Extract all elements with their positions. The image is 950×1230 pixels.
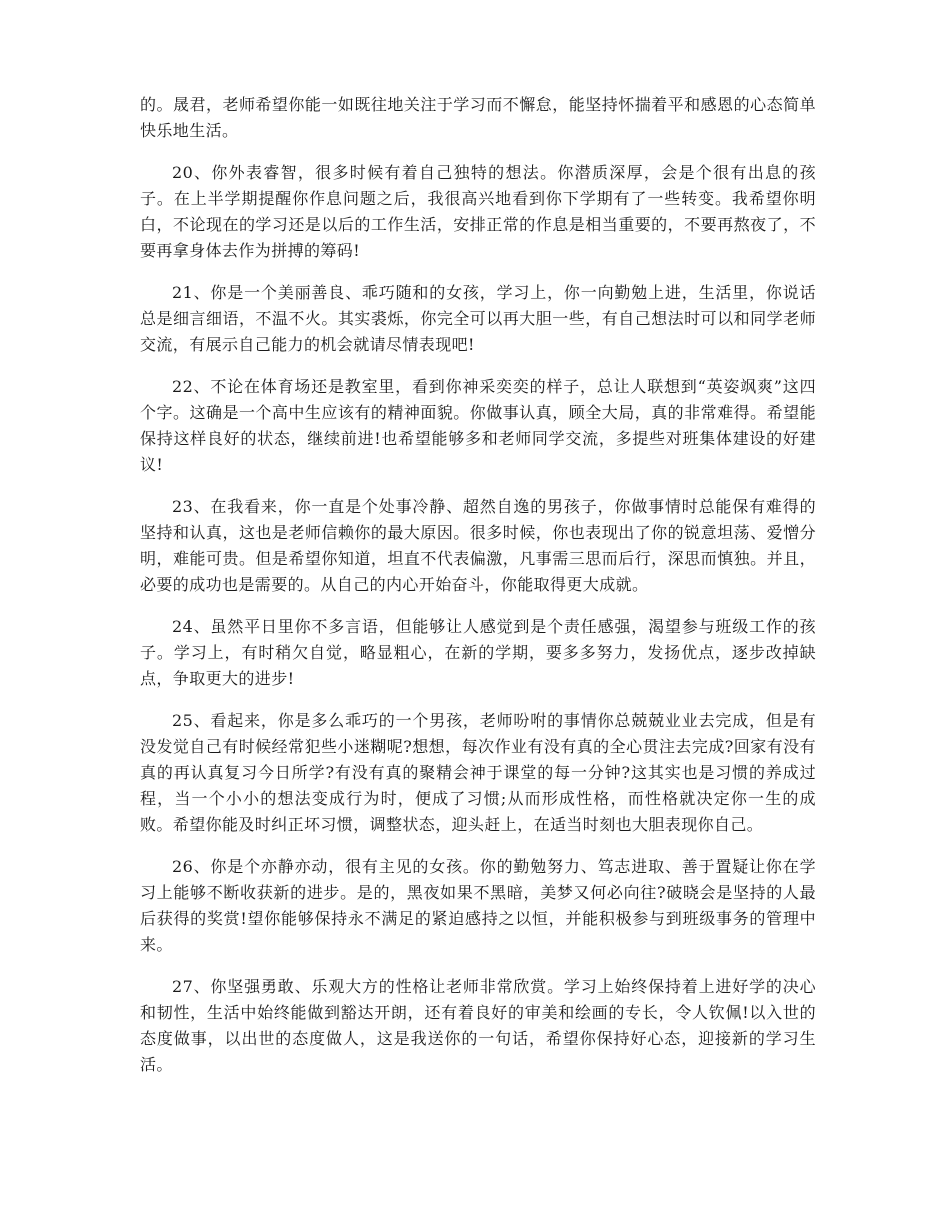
paragraph-comment-21: 21、你是一个美丽善良、乖巧随和的女孩，学习上，你一向勤勉上进，生活里，你说话总是细言细语，不温不火。其实裘烁，你完全可以再大胆一些，有自己想法时可以和同学老师交流，有展示自己能力的机会就请尽情表现吧! <box>140 283 816 354</box>
paragraph-comment-27: 27、你坚强勇敢、乐观大方的性格让老师非常欣赏。学习上始终保持着上进好学的决心和韧性，生活中始终能做到豁达开朗，还有着良好的审美和绘画的专长，令人钦佩!以入世的态度做事，以出世的态度做人，这是我送你的一句话，希望你保持好心态，迎接新的学习生活。 <box>140 977 816 1074</box>
document-page <box>140 92 816 1094</box>
paragraph-continuation: 的。晟君，老师希望你能一如既往地关注于学习而不懈怠，能坚持怀揣着平和感恩的心态简单快乐地生活。 <box>140 95 816 140</box>
paragraph-comment-24: 24、虽然平日里你不多言语，但能够让人感觉到是个责任感强，渴望参与班级工作的孩子。学习上，有时稍欠自觉，略显粗心，在新的学期，要多多努力，发扬优点，逐步改掉缺点，争取更大的进步! <box>140 617 816 688</box>
paragraph-comment-20: 20、你外表睿智，很多时候有着自己独特的想法。你潜质深厚，会是个很有出息的孩子。在上半学期提醒你作息问题之后，我很高兴地看到你下学期有了一些转变。我希望你明白，不论现在的学习还是以后的工作生活，安排正常的作息是相当重要的，不要再熬夜了，不要再拿身体去作为拼搏的筹码! <box>140 163 816 260</box>
paragraph-comment-23: 23、在我看来，你一直是个处事冷静、超然自逸的男孩子，你做事情时总能保有难得的坚持和认真，这也是老师信赖你的最大原因。很多时候，你也表现出了你的锐意坦荡、爱憎分明，难能可贵。但是希望你知道，坦直不代表偏激，凡事需三思而后行，深思而慎独。并且，必要的成功也是需要的。从自己的内心开始奋斗，你能取得更大成就。 <box>140 497 816 594</box>
paragraph-comment-26: 26、你是个亦静亦动，很有主见的女孩。你的勤勉努力、笃志进取、善于置疑让你在学习上能够不断收获新的进步。是的，黑夜如果不黑暗，美梦又何必向往?破晓会是坚持的人最后获得的奖赏!望你能够保持永不满足的紧迫感持之以恒，并能积极参与到班级事务的管理中来。 <box>140 857 816 954</box>
paragraph-comment-25: 25、看起来，你是多么乖巧的一个男孩，老师吩咐的事情你总兢兢业业去完成，但是有没发觉自己有时候经常犯些小迷糊呢?想想，每次作业有没有真的全心贯注去完成?回家有没有真的再认真复习今日所学?有没有真的聚精会神于课堂的每一分钟?这其实也是习惯的养成过程，当一个小小的想法变成行为时，便成了习惯;从而形成性格，而性格就决定你一生的成败。希望你能及时纠正坏习惯，调整状态，迎头赶上，在适当时刻也大胆表现你自己。 <box>140 711 816 834</box>
paragraph-comment-22: 22、不论在体育场还是教室里，看到你神采奕奕的样子，总让人联想到“英姿飒爽”这四个字。这确是一个高中生应该有的精神面貌。你做事认真，顾全大局，真的非常难得。希望能保持这样良好的状态，继续前进!也希望能够多和老师同学交流，多提些对班集体建设的好建议! <box>140 377 816 474</box>
